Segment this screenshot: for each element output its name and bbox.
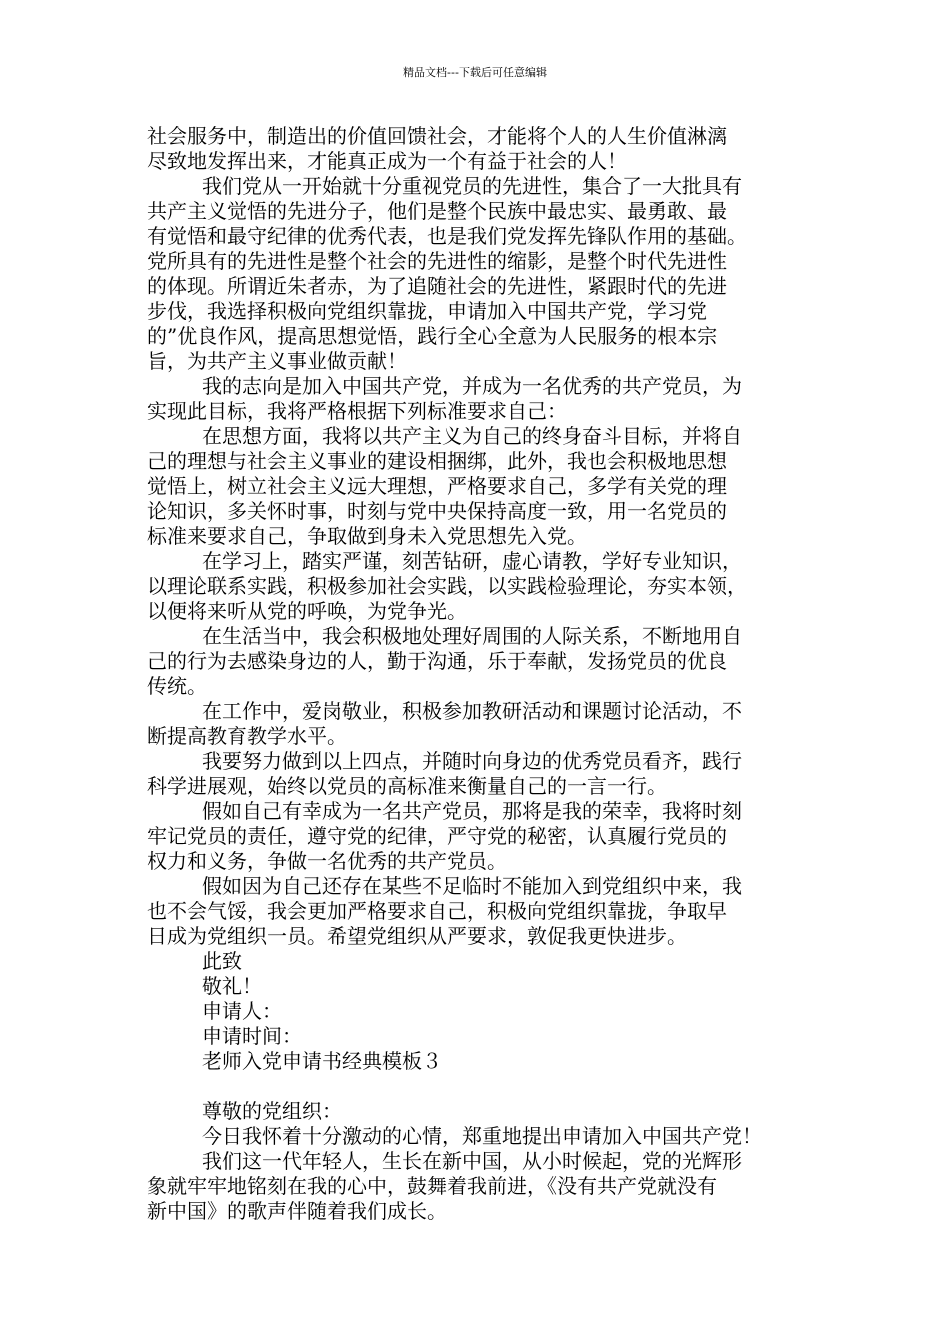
text-line: 标准来要求自己，争取做到身未入党思想先入党。 (147, 524, 587, 548)
text-line: 老师入党申请书经典模板３ (202, 1049, 442, 1073)
page-header: 精品文档---下载后可任意编辑 (403, 66, 547, 79)
text-line: 在工作中，爱岗敬业，积极参加教研活动和课题讨论活动，不 (202, 699, 742, 723)
text-line: 传统。 (147, 674, 207, 698)
text-line: 有觉悟和最守纪律的优秀代表，也是我们党发挥先锋队作用的基础。 (147, 224, 747, 248)
text-line: 的体现。所谓近朱者赤，为了追随社会的先进性，紧跟时代的先进 (147, 274, 727, 298)
text-line: 申请时间： (202, 1024, 302, 1048)
text-line: 我的志向是加入中国共产党，并成为一名优秀的共产党员，为 (202, 374, 742, 398)
text-line: 论知识，多关怀时事，时刻与党中央保持高度一致，用一名党员的 (147, 499, 727, 523)
text-line: 在学习上，踏实严谨，刻苦钻研，虚心请教，学好专业知识， (202, 549, 742, 573)
text-line: 我们党从一开始就十分重视党员的先进性，集合了一大批具有 (202, 174, 742, 198)
text-line: 申请人： (202, 999, 282, 1023)
text-line: 尽致地发挥出来，才能真正成为一个有益于社会的人！ (147, 149, 627, 173)
document-body (147, 124, 817, 1224)
text-line: 假如自己有幸成为一名共产党员，那将是我的荣幸，我将时刻 (202, 799, 742, 823)
text-line: 在思想方面，我将以共产主义为自己的终身奋斗目标，并将自 (202, 424, 742, 448)
text-line: 在生活当中，我会积极地处理好周围的人际关系，不断地用自 (202, 624, 742, 648)
text-line: 此致 (202, 949, 242, 973)
text-line: 新中国》的歌声伴随着我们成长。 (147, 1199, 447, 1223)
text-line: 以理论联系实践，积极参加社会实践，以实践检验理论，夯实本领， (147, 574, 747, 598)
text-line: 党所具有的先进性是整个社会的先进性的缩影，是整个时代先进性 (147, 249, 727, 273)
text-line: 步伐，我选择积极向党组织靠拢，申请加入中国共产党，学习党 (147, 299, 707, 323)
text-line: 社会服务中，制造出的价值回馈社会，才能将个人的人生价值淋漓 (147, 124, 727, 148)
text-line: 我们这一代年轻人，生长在新中国，从小时候起，党的光辉形 (202, 1149, 742, 1173)
text-line: 牢记党员的责任，遵守党的纪律，严守党的秘密，认真履行党员的 (147, 824, 727, 848)
text-line: 权力和义务，争做一名优秀的共产党员。 (147, 849, 507, 873)
text-line: 断提高教育教学水平。 (147, 724, 347, 748)
text-line: 象就牢牢地铭刻在我的心中，鼓舞着我前进，《没有共产党就没有 (147, 1174, 717, 1198)
text-line: 觉悟上，树立社会主义远大理想，严格要求自己，多学有关党的理 (147, 474, 727, 498)
text-line: 假如因为自己还存在某些不足临时不能加入到党组织中来，我 (202, 874, 742, 898)
text-line: 己的行为去感染身边的人，勤于沟通，乐于奉献，发扬党员的优良 (147, 649, 727, 673)
text-line: 实现此目标，我将严格根据下列标准要求自己： (147, 399, 567, 423)
text-line: 敬礼！ (202, 974, 262, 998)
blank-line (147, 1074, 817, 1099)
text-line: 日成为党组织一员。希望党组织从严要求，敦促我更快进步。 (147, 924, 687, 948)
text-line: 共产主义觉悟的先进分子，他们是整个民族中最忠实、最勇敢、最 (147, 199, 727, 223)
text-line: 科学进展观，始终以党员的高标准来衡量自己的一言一行。 (147, 774, 667, 798)
text-line: 己的理想与社会主义事业的建设相捆绑，此外，我也会积极地思想 (147, 449, 727, 473)
text-line: 以便将来听从党的呼唤，为党争光。 (147, 599, 467, 623)
text-line: 旨，为共产主义事业做贡献！ (147, 349, 407, 373)
text-line: 的”优良作风，提高思想觉悟，践行全心全意为人民服务的根本宗 (147, 324, 718, 348)
text-line: 今日我怀着十分激动的心情，郑重地提出申请加入中国共产党！ (202, 1124, 762, 1148)
text-line: 我要努力做到以上四点，并随时向身边的优秀党员看齐，践行 (202, 749, 742, 773)
text-line: 尊敬的党组织： (202, 1099, 342, 1123)
text-line: 也不会气馁，我会更加严格要求自己，积极向党组织靠拢，争取早 (147, 899, 727, 923)
